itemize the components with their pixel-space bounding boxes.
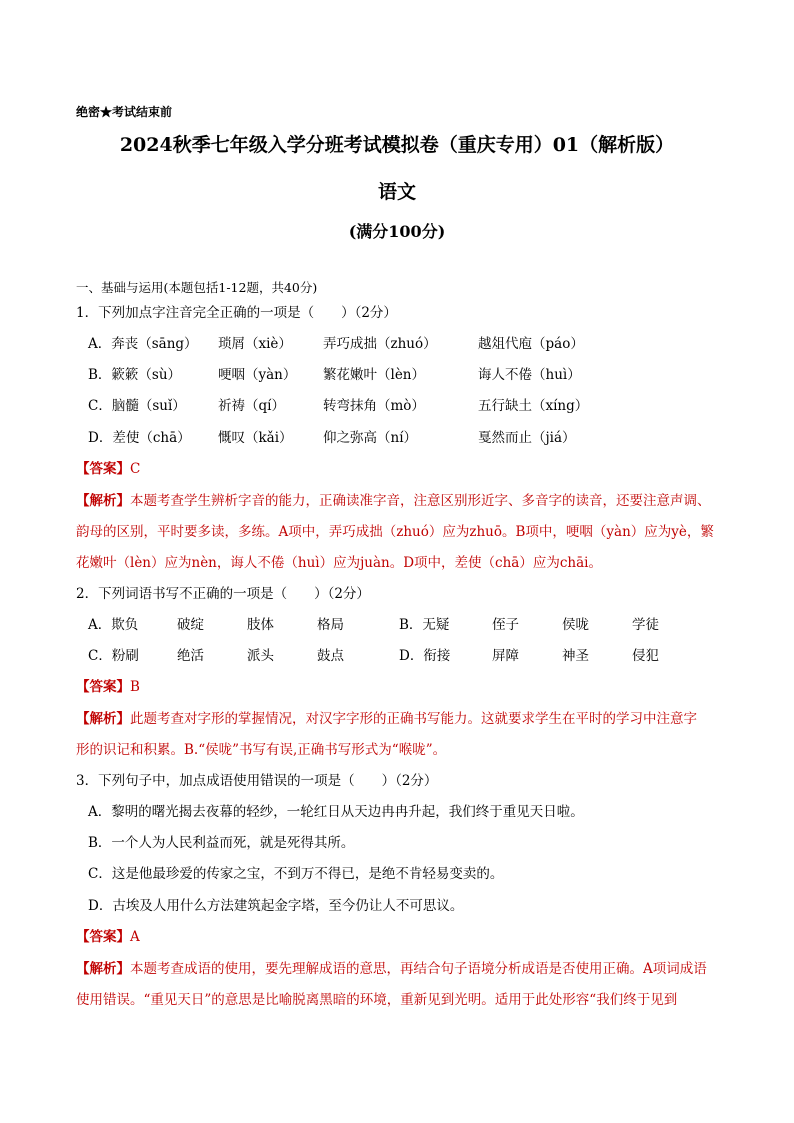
q2-word: 屏障 (492, 648, 519, 664)
q1-option-d-3: 仰之弥高（ní） (323, 430, 418, 446)
q2-word: 神圣 (562, 648, 589, 664)
q2-word: B．无疑 (399, 617, 450, 633)
answer-value: C (130, 461, 141, 477)
q3-option-b: B．一个人为人民利益而死，就是死得其所。 (88, 835, 355, 851)
subject-title: 语文 (377, 181, 416, 203)
q2-word: D．衔接 (399, 648, 451, 664)
q1-option-b-1: B．簌簌（sù） (88, 367, 182, 383)
q3-analysis-line-2: 使用错误。“重见天日”的意思是比喻脱离黑暗的环境，重新见到光明。适用于此处形容“我们终于见到 (76, 992, 678, 1008)
q2-word: 肢体 (247, 617, 274, 633)
q2-word: 侵犯 (632, 648, 659, 664)
answer-value: A (130, 929, 140, 945)
answer-tag: 【答案】 (76, 929, 130, 945)
q1-answer (76, 457, 140, 477)
q1-option-b-2: 哽咽（yàn） (218, 367, 297, 383)
q2-word: 格局 (317, 617, 344, 633)
q3-option-d: D．古埃及人用什么方法建筑起金字塔，至今仍让人不可思议。 (88, 898, 464, 914)
analysis-text: 本题考查成语的使用，要先理解成语的意思，再结合句子语境分析成语是否使用正确。A项词成语 (130, 961, 707, 977)
analysis-tag: 【解析】 (76, 493, 130, 509)
q1-analysis-line-2: 韵母的区别，平时要多读，多练。A项中，弄巧成拙（zhuó）应为zhuō。B项中，哽咽（yàn）应为yè，繁 (76, 524, 714, 540)
q1-option-a-4: 越俎代庖（páo） (478, 336, 584, 352)
full-score: (满分100分) (348, 222, 446, 241)
q2-analysis-line-1 (76, 707, 697, 727)
q2-word: 侄子 (492, 617, 519, 633)
analysis-text: 本题考查学生辨析字音的能力，正确读准字音，注意区别形近字、多音字的读音，还要注意声调、 (130, 493, 711, 509)
q1-option-a-2: 琐屑（xiè） (218, 336, 292, 352)
q2-analysis-line-2: 形的识记和积累。B.“侯咙”书写有误,正确书写形式为“喉咙”。 (76, 742, 447, 758)
exam-title: 2024秋季七年级入学分班考试模拟卷（重庆专用）01（解析版） (119, 134, 675, 156)
answer-value: B (130, 679, 140, 695)
q1-analysis-line-1 (76, 489, 711, 509)
q1-option-b-4: 诲人不倦（huì） (478, 367, 581, 383)
confidential-label: 绝密★考试结束前 (76, 105, 173, 119)
analysis-text: 此题考查对字形的掌握情况，对汉字字形的正确书写能力。这就要求学生在平时的学习中注意字 (130, 711, 697, 727)
q1-option-d-4: 戛然而止（jiá） (478, 430, 576, 446)
answer-tag: 【答案】 (76, 679, 130, 695)
answer-tag: 【答案】 (76, 461, 130, 477)
q3-option-c: C．这是他最珍爱的传家之宝，不到万不得已，是绝不肯轻易变卖的。 (88, 866, 504, 882)
q2-word: 鼓点 (317, 648, 344, 664)
q1-option-a-1: A．奔丧（sāng） (88, 336, 198, 352)
q1-option-c-1: C．脑髓（suǐ） (88, 398, 186, 414)
q2-word: 破绽 (177, 617, 204, 633)
q2-word: C．粉刷 (88, 648, 139, 664)
q1-analysis-line-3: 花嫩叶（lèn）应为nèn，诲人不倦（huì）应为juàn。D项中，差使（chā）应为chāi。 (76, 555, 602, 571)
q1-option-b-3: 繁花嫩叶（lèn） (323, 367, 426, 383)
q3-option-a: A．黎明的曙光揭去夜幕的轻纱，一轮红日从天边冉冉升起，我们终于重见天日啦。 (88, 804, 584, 820)
q2-word: 派头 (247, 648, 274, 664)
q2-word: 学徒 (632, 617, 659, 633)
q3-answer (76, 925, 140, 945)
question-3-stem: 3．下列句子中，加点成语使用错误的一项是（ ）（2分） (76, 773, 438, 789)
q1-option-c-2: 祈祷（qí） (218, 398, 285, 414)
q1-option-c-3: 转弯抹角（mò） (323, 398, 425, 414)
q1-option-c-4: 五行缺土（xíng） (478, 398, 589, 414)
question-2-stem: 2．下列词语书写不正确的一项是（ ）（2分） (76, 586, 370, 602)
analysis-tag: 【解析】 (76, 711, 130, 727)
q2-answer (76, 675, 140, 695)
q2-word: 绝活 (177, 648, 204, 664)
q1-option-a-3: 弄巧成拙（zhuó） (323, 336, 437, 352)
q1-option-d-2: 慨叹（kǎi） (218, 430, 293, 446)
q1-option-d-1: D．差使（chā） (88, 430, 191, 446)
section-heading: 一、基础与运用(本题包括1-12题，共40分) (76, 280, 318, 295)
question-1-stem: 1．下列加点字注音完全正确的一项是（ ）（2分） (76, 305, 397, 321)
q3-analysis-line-1 (76, 957, 707, 977)
q2-word: A．欺负 (88, 617, 139, 633)
analysis-tag: 【解析】 (76, 961, 130, 977)
q2-word: 侯咙 (562, 617, 589, 633)
